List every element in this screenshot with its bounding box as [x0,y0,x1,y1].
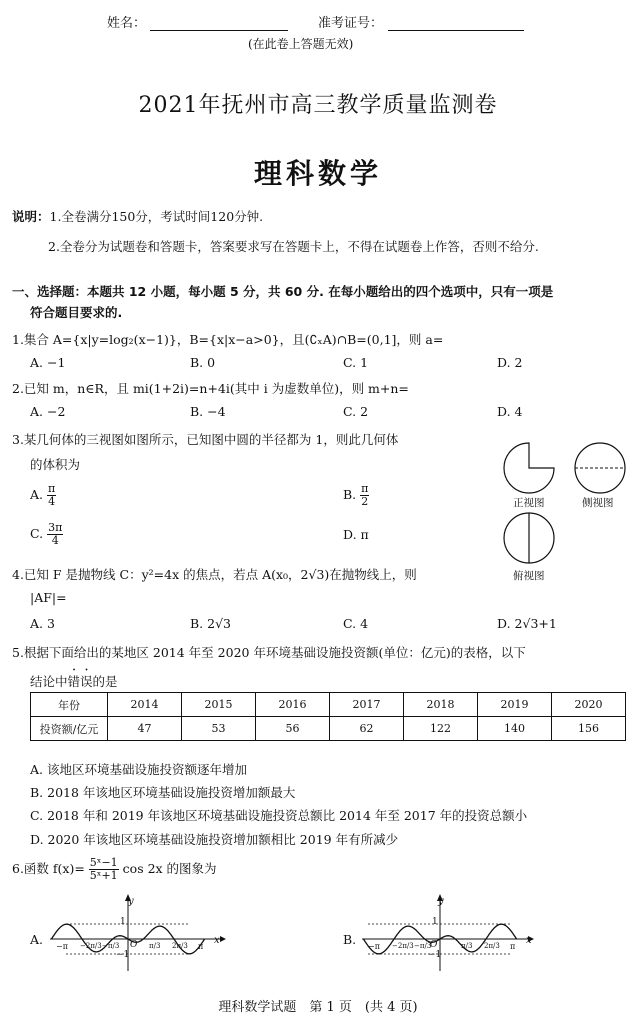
id-blank[interactable] [388,30,524,31]
q3-option-a[interactable]: A. $\frac{\pi}{4}$ [30,482,56,508]
graph-a-minus-one: −1 [116,950,130,960]
q3-option-d[interactable]: D. π [343,527,369,542]
table-cell: 122 [404,717,478,741]
q1-option-d[interactable]: D. 2 [497,355,523,370]
graph-b-tick-2pi3: 2π/3 [484,942,500,950]
graph-b-minus-one: −1 [428,950,442,960]
emphasis-wrong: 错误 [67,674,93,689]
graph-a-y-label: y [128,896,134,907]
q2-stem: 2.已知 m，n∈R，且 mi(1+2i)=n+4i(其中 i 为虚数单位)，则 m+n= [12,381,409,396]
front-view-shape [504,443,554,493]
graph-a-x-label: x [214,935,220,946]
instruction-2: 2.全卷分为试题卷和答题卡，答案要求写在答题卡上，不得在试题卷上作答，否则不给分. [48,239,539,254]
page-footer: 理科数学试题 第 1 页 (共 4 页) [218,1000,418,1015]
q4-option-a[interactable]: A. 3 [30,616,55,631]
q1-option-c[interactable]: C. 1 [343,355,369,370]
graph-b-tick-pi3: π/3 [461,942,473,950]
graph-a-origin: O [130,940,138,950]
graph-a-tick-pi: π [198,942,204,951]
graph-a-tick-neg-pi3: −π/3 [102,942,120,950]
q1-stem: 1.集合 A={x|y=log₂(x−1)}，B={x|x−a>0}，且(∁ₓA)∩B=(0,1]，则 a= [12,332,444,347]
exam-title: 2021年抚州市高三教学质量监测卷 [138,93,498,118]
graph-a-one: 1 [120,917,126,927]
table-row [31,717,626,741]
top-view-caption: 俯视图 [513,570,545,582]
table-cell: 2016 [256,693,330,717]
side-view-caption: 侧视图 [582,497,614,509]
front-view-caption: 正视图 [513,497,545,509]
q6-stem: 6.函数 f(x)= $\frac{\text{5ˣ−1}}{\text{5ˣ+1}}$ cos 2x 的图象为 [12,856,217,882]
q5-option-b[interactable]: B. 2018 年该地区环境基础设施投资增加额最大 [30,785,296,800]
q4-option-b[interactable]: B. 2√3 [190,616,232,631]
q2-option-d[interactable]: D. 4 [497,404,523,419]
q2-option-c[interactable]: C. 2 [343,404,369,419]
q5-stem-cont: 结论中错误的是 [30,674,118,689]
investment-table [30,692,626,741]
table-cell: 53 [182,717,256,741]
graph-a-tick-neg-2pi3: −2π/3 [80,942,102,950]
instructions-label: 说明： [12,209,50,224]
q4-option-d[interactable]: D. 2√3+1 [497,616,557,631]
q5-option-a[interactable]: A. 该地区环境基础设施投资额逐年增加 [30,762,247,777]
table-header-investment: 投资额/亿元 [31,717,108,741]
q6-graph-a [46,893,226,973]
q4-stem: 4.已知 F 是抛物线 C：y²=4x 的焦点，若点 A(x₀，2√3)在抛物线上，则 [12,567,417,582]
table-cell: 2014 [108,693,182,717]
graph-b-tick-neg-pi: −π [368,942,380,951]
table-cell: 2020 [552,693,626,717]
q3-stem-cont: 的体积为 [30,457,81,472]
q6-option-b[interactable]: B. [343,932,357,947]
graph-b-y-label: y [438,896,444,907]
table-cell: 56 [256,717,330,741]
q3-stem: 3.某几何体的三视图如图所示，已知图中圆的半径都为 1，则此几何体 [12,432,399,447]
q2-option-a[interactable]: A. −2 [30,404,66,419]
graph-b-tick-pi: π [510,942,516,951]
graph-b-one: 1 [432,917,438,927]
graph-b-tick-neg-2pi3: −2π/3 [392,942,414,950]
q5-stem: 5.根据下面给出的某地区 2014 年至 2020 年环境基础设施投资额(单位：亿元)的表格，以下 [12,645,526,660]
q1-option-b[interactable]: B. 0 [190,355,216,370]
graph-a-tick-2pi3: 2π/3 [172,942,188,950]
q6-graph-b [358,893,538,973]
graph-b-tick-neg-pi3: −π/3 [414,942,432,950]
section1-heading-cont: 符合题目要求的. [30,305,123,320]
graph-a-tick-neg-pi: −π [56,942,68,951]
q4-option-c[interactable]: C. 4 [343,616,369,631]
table-cell: 2018 [404,693,478,717]
q5-option-c[interactable]: C. 2018 年和 2019 年该地区环境基础设施投资总额比 2014 年至 2017 年的投资总额小 [30,808,528,823]
q3-option-b[interactable]: B. $\frac{\pi}{2}$ [343,482,369,508]
table-cell: 156 [552,717,626,741]
section1-heading: 一、选择题：本题共 12 小题，每小题 5 分，共 60 分. 在每小题给出的四个选项中，只有一项是 [12,284,554,299]
header-note: (在此卷上答题无效) [248,37,354,51]
q3-option-c[interactable]: C. $\frac{3\pi}{4}$ [30,521,63,547]
table-row [31,693,626,717]
id-label: 准考证号： [318,16,384,31]
q5-option-d[interactable]: D. 2020 年该地区环境基础设施投资增加额相比 2019 年有所减少 [30,832,399,847]
instruction-1: 1.全卷满分150分，考试时间120分钟. [49,209,264,224]
q4-stem-cont: |AF|= [30,590,67,605]
table-cell: 2017 [330,693,404,717]
table-cell: 2015 [182,693,256,717]
table-cell: 2019 [478,693,552,717]
table-cell: 47 [108,717,182,741]
graph-b-origin: O [430,940,438,950]
q1-option-a[interactable]: A. −1 [30,355,66,370]
graph-a-tick-pi3: π/3 [149,942,161,950]
q2-option-b[interactable]: B. −4 [190,404,226,419]
table-header-year: 年份 [31,693,108,717]
table-cell: 140 [478,717,552,741]
name-label: 姓名： [107,16,147,31]
name-blank[interactable] [150,30,288,31]
graph-b-x-label: x [526,935,532,946]
subject-title: 理科数学 [253,157,382,190]
table-cell: 62 [330,717,404,741]
q6-option-a[interactable]: A. [30,932,44,947]
